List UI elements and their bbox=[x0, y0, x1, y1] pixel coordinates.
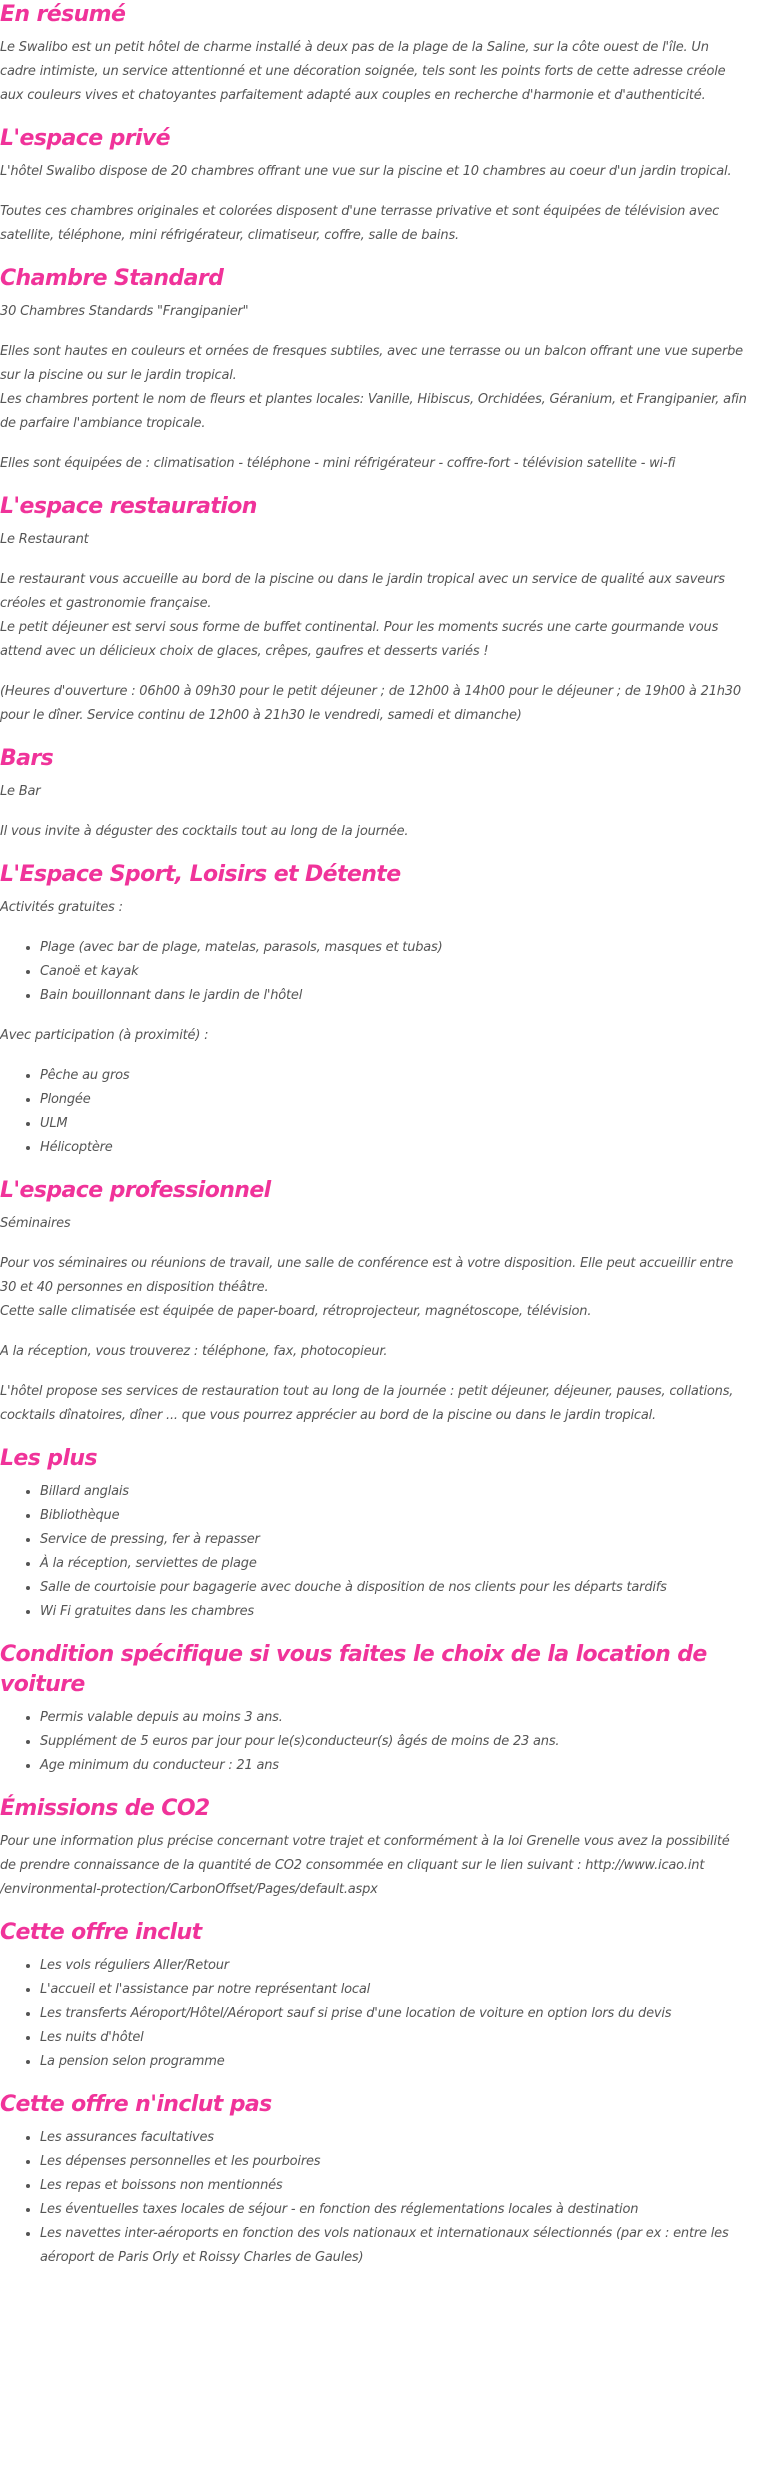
section-text: Le petit déjeuner est servi sous forme de buffet continental. Pour les moments sucrés une carte gourmande vous attend avec un délicieux choix de glaces, crêpes, gaufres et desserts variés ! bbox=[0, 620, 719, 659]
paid-activities-list bbox=[0, 1064, 748, 1160]
list-item: • Les nuits d'hôtel bbox=[40, 2026, 748, 2050]
list-item: • Les vols réguliers Aller/Retour bbox=[40, 1954, 748, 1978]
section-text: Elles sont hautes en couleurs et ornées de fresques subtiles, avec une terrasse ou un balcon offrant une vue superbe sur la piscine ou sur le jardin tropical. bbox=[0, 344, 743, 383]
included-list bbox=[0, 1954, 748, 2074]
voiture-conditions-list bbox=[0, 1706, 748, 1778]
list-item: • Permis valable depuis au moins 3 ans. bbox=[40, 1706, 748, 1730]
section-restauration bbox=[0, 492, 748, 728]
list-item: • ULM bbox=[40, 1112, 748, 1136]
section-title: L'espace privé bbox=[0, 126, 170, 151]
section-title: Bars bbox=[0, 746, 54, 771]
list-item: • Billard anglais bbox=[40, 1480, 748, 1504]
list-item: • Canoë et kayak bbox=[40, 960, 748, 984]
not-included-list bbox=[0, 2126, 748, 2270]
list-item: • L'accueil et l'assistance par notre représentant local bbox=[40, 1978, 748, 2002]
section-subtitle: Le Restaurant bbox=[0, 532, 89, 547]
list-item: • Les navettes inter-aéroports en fonction des vols nationaux et internationaux sélectionnés (par ex : entre les aéroport de Paris Orly et Roissy Charles de Gaules) bbox=[40, 2222, 748, 2270]
list-item: • À la réception, serviettes de plage bbox=[40, 1552, 748, 1576]
list-item: • Age minimum du conducteur : 21 ans bbox=[40, 1754, 748, 1778]
section-subtitle: 30 Chambres Standards "Frangipanier" bbox=[0, 304, 249, 319]
section-text: Elles sont équipées de : climatisation - téléphone - mini réfrigérateur - coffre-fort - télévision satellite - wi-fi bbox=[0, 456, 676, 471]
section-subtitle: Séminaires bbox=[0, 1216, 71, 1231]
list-item: • Les assurances facultatives bbox=[40, 2126, 748, 2150]
section-text: Les chambres portent le nom de fleurs et plantes locales: Vanille, Hibiscus, Orchidées, Géranium, et Frangipanier, afin de parfaire l'ambiance tropicale. bbox=[0, 392, 747, 431]
section-title: L'espace professionnel bbox=[0, 1178, 271, 1203]
section-text: Le restaurant vous accueille au bord de la piscine ou dans le jardin tropical avec un service de qualité aux saveurs créoles et gastronomie française. bbox=[0, 572, 725, 611]
list-item: • Bibliothèque bbox=[40, 1504, 748, 1528]
section-bars bbox=[0, 744, 748, 844]
section-title: Chambre Standard bbox=[0, 266, 224, 291]
list-item: • Les dépenses personnelles et les pourboires bbox=[40, 2150, 748, 2174]
section-ninclut bbox=[0, 2090, 748, 2270]
list-item: • Pêche au gros bbox=[40, 1064, 748, 1088]
section-text: Pour vos séminaires ou réunions de travail, une salle de conférence est à votre disposition. Elle peut accueillir entre 30 et 40 personnes en disposition théâtre. bbox=[0, 1256, 734, 1295]
section-plus bbox=[0, 1444, 748, 1624]
list-item: • Les éventuelles taxes locales de séjour - en fonction des réglementations locales à destination bbox=[40, 2198, 748, 2222]
list-item: • Service de pressing, fer à repasser bbox=[40, 1528, 748, 1552]
section-espace-prive bbox=[0, 124, 748, 248]
section-professionnel bbox=[0, 1176, 748, 1428]
list-item: • La pension selon programme bbox=[40, 2050, 748, 2074]
list-label: Activités gratuites : bbox=[0, 900, 123, 915]
section-title: Émissions de CO2 bbox=[0, 1796, 210, 1821]
section-title: L'espace restauration bbox=[0, 494, 257, 519]
section-text: Cette salle climatisée est équipée de paper-board, rétroprojecteur, magnétoscope, télévision. bbox=[0, 1304, 592, 1319]
section-voiture bbox=[0, 1640, 748, 1778]
list-item: • Bain bouillonnant dans le jardin de l'hôtel bbox=[40, 984, 748, 1008]
section-text: Pour une information plus précise concernant votre trajet et conformément à la loi Grenelle vous avez la possibilité de prendre connaissance de la quantité de CO2 consommée en cliquant sur le lien suivant : http://www.icao.int /environmental-protection/CarbonOffset/Pages/default.aspx bbox=[0, 1834, 730, 1897]
section-chambre-standard bbox=[0, 264, 748, 476]
section-text: Il vous invite à déguster des cocktails tout au long de la journée. bbox=[0, 824, 409, 839]
section-sport bbox=[0, 860, 748, 1160]
section-text: Toutes ces chambres originales et colorées disposent d'une terrasse privative et sont équipées de télévision avec satellite, téléphone, mini réfrigérateur, climatiseur, coffre, salle de bains. bbox=[0, 204, 720, 243]
section-text: A la réception, vous trouverez : téléphone, fax, photocopieur. bbox=[0, 1344, 388, 1359]
list-item: • Supplément de 5 euros par jour pour le(s)conducteur(s) âgés de moins de 23 ans. bbox=[40, 1730, 748, 1754]
list-item: • Plage (avec bar de plage, matelas, parasols, masques et tubas) bbox=[40, 936, 748, 960]
list-label: Avec participation (à proximité) : bbox=[0, 1028, 209, 1043]
list-item: • Salle de courtoisie pour bagagerie avec douche à disposition de nos clients pour les départs tardifs bbox=[40, 1576, 748, 1600]
section-text: (Heures d'ouverture : 06h00 à 09h30 pour le petit déjeuner ; de 12h00 à 14h00 pour le déjeuner ; de 19h00 à 21h30 pour le dîner. Service continu de 12h00 à 21h30 le vendredi, samedi et dimanche) bbox=[0, 684, 741, 723]
section-text: L'hôtel Swalibo dispose de 20 chambres offrant une vue sur la piscine et 10 chambres au coeur d'un jardin tropical. bbox=[0, 164, 732, 179]
list-item: • Plongée bbox=[40, 1088, 748, 1112]
section-title: Cette offre n'inclut pas bbox=[0, 2092, 272, 2117]
section-title: Les plus bbox=[0, 1446, 97, 1471]
section-co2 bbox=[0, 1794, 748, 1902]
section-resume bbox=[0, 0, 748, 108]
list-item: • Les transferts Aéroport/Hôtel/Aéroport sauf si prise d'une location de voiture en option lors du devis bbox=[40, 2002, 748, 2026]
section-title: Condition spécifique si vous faites le choix de la location de voiture bbox=[0, 1642, 707, 1697]
section-title: En résumé bbox=[0, 2, 126, 27]
list-item: • Les repas et boissons non mentionnés bbox=[40, 2174, 748, 2198]
section-title: Cette offre inclut bbox=[0, 1920, 202, 1945]
list-item: • Wi Fi gratuites dans les chambres bbox=[40, 1600, 748, 1624]
section-text: L'hôtel propose ses services de restauration tout au long de la journée : petit déjeuner, déjeuner, pauses, collations, cocktails dînatoires, dîner ... que vous pourrez apprécier au bord de la piscine ou dans le jardin tropical. bbox=[0, 1384, 734, 1423]
plus-list bbox=[0, 1480, 748, 1624]
free-activities-list bbox=[0, 936, 748, 1008]
list-item: • Hélicoptère bbox=[40, 1136, 748, 1160]
section-subtitle: Le Bar bbox=[0, 784, 41, 799]
section-title: L'Espace Sport, Loisirs et Détente bbox=[0, 862, 401, 887]
section-inclut bbox=[0, 1918, 748, 2074]
section-text: Le Swalibo est un petit hôtel de charme installé à deux pas de la plage de la Saline, sur la côte ouest de l'île. Un cadre intimiste, un service attentionné et une décoration soignée, tels sont les points forts de cette adresse créole aux couleurs vives et chatoyantes parfaitement adapté aux couples en recherche d'harmonie et d'authenticité. bbox=[0, 40, 726, 103]
